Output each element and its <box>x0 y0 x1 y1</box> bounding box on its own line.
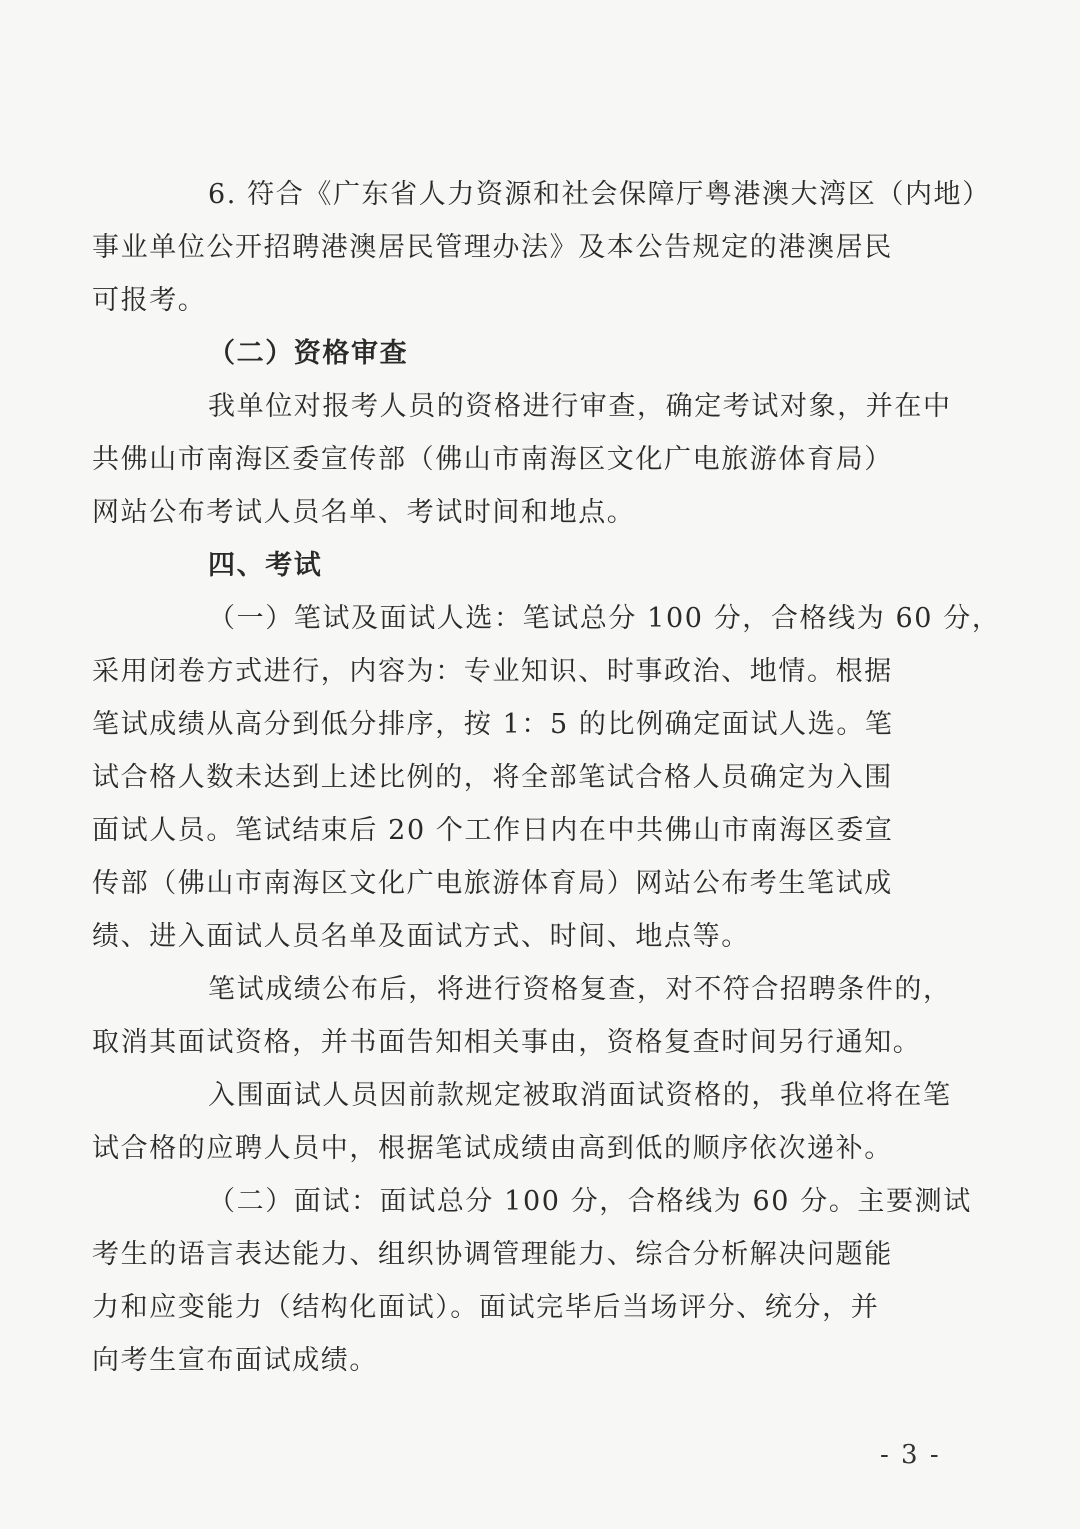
text-line: 力和应变能力（结构化面试）。面试完毕后当场评分、统分，并 <box>92 1292 880 1323</box>
text-line: 笔试成绩从高分到低分排序，按 1：5 的比例确定面试人选。笔 <box>92 709 894 740</box>
text-line: （二）面试：面试总分 100 分，合格线为 60 分。主要测试 <box>208 1186 972 1217</box>
paragraph-replacement <box>92 1069 952 1175</box>
text-line: 共佛山市南海区委宣传部（佛山市南海区文化广电旅游体育局） <box>92 444 893 475</box>
paragraph-recheck <box>92 963 952 1069</box>
section-heading-exam <box>150 539 950 592</box>
text-line: （一）笔试及面试人选：笔试总分 100 分，合格线为 60 分， <box>208 603 1001 634</box>
heading-text: （二）资格审查 <box>208 338 409 369</box>
paragraph-written-exam <box>92 592 1001 963</box>
section-heading-qualification-review <box>150 327 950 380</box>
text-line: 事业单位公开招聘港澳居民管理办法》及本公告规定的港澳居民 <box>92 232 893 263</box>
text-line: 试合格的应聘人员中，根据笔试成绩由高到低的顺序依次递补。 <box>92 1133 893 1164</box>
text-line: 我单位对报考人员的资格进行审查，确定考试对象，并在中 <box>208 391 952 422</box>
document-body <box>92 168 1001 1387</box>
text-line: 网站公布考试人员名单、考试时间和地点。 <box>92 497 636 528</box>
paragraph-interview <box>92 1175 972 1387</box>
text-line: 可报考。 <box>92 285 207 316</box>
paragraph-eligibility-hk-macao <box>92 168 991 327</box>
text-line: 向考生宣布面试成绩。 <box>92 1345 378 1376</box>
text-line: 面试人员。笔试结束后 20 个工作日内在中共佛山市南海区委宣 <box>92 815 894 846</box>
text-line: 6. 符合《广东省人力资源和社会保障厅粤港澳大湾区（内地） <box>208 179 991 210</box>
text-line: 笔试成绩公布后，将进行资格复查，对不符合招聘条件的， <box>208 974 952 1005</box>
text-line: 考生的语言表达能力、组织协调管理能力、综合分析解决问题能 <box>92 1239 893 1270</box>
text-line: 取消其面试资格，并书面告知相关事由，资格复查时间另行通知。 <box>92 1027 922 1058</box>
text-line: 试合格人数未达到上述比例的，将全部笔试合格人员确定为入围 <box>92 762 893 793</box>
heading-text: 四、考试 <box>208 550 323 581</box>
text-line: 绩、进入面试人员名单及面试方式、时间、地点等。 <box>92 921 750 952</box>
text-line: 传部（佛山市南海区文化广电旅游体育局）网站公布考生笔试成 <box>92 868 893 899</box>
paragraph-qualification-review <box>92 380 952 539</box>
text-line: 入围面试人员因前款规定被取消面试资格的，我单位将在笔 <box>208 1080 952 1111</box>
text-line: 采用闭卷方式进行，内容为：专业知识、时事政治、地情。根据 <box>92 656 893 687</box>
page-number: - 3 - <box>880 1440 941 1470</box>
